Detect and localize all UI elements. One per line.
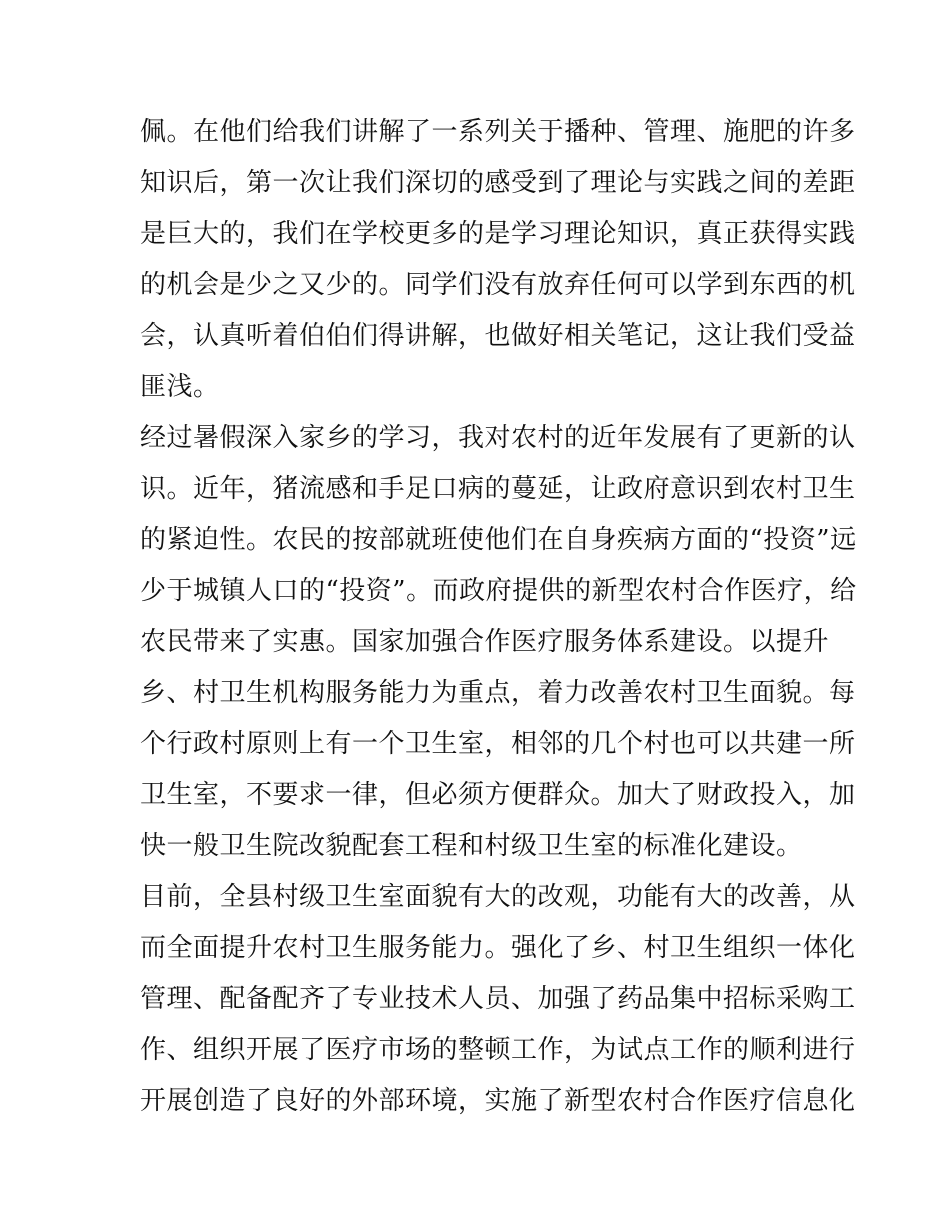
text-line: 乡、村卫生机构服务能力为重点，着力改善农村卫生面貌。每 — [140, 678, 856, 708]
text-line: 匪浅。 — [140, 372, 220, 402]
text-line: 的机会是少之又少的。同学们没有放弃任何可以学到东西的机 — [140, 270, 856, 300]
text-line: 经过暑假深入家乡的学习，我对农村的近年发展有了更新的认 — [140, 423, 856, 453]
text-line: 会，认真听着伯伯们得讲解，也做好相关笔记，这让我们受益 — [140, 321, 856, 351]
text-line: 而全面提升农村卫生服务能力。强化了乡、村卫生组织一体化 — [140, 933, 856, 963]
body-text — [140, 107, 857, 1127]
text-line: 是巨大的，我们在学校更多的是学习理论知识，真正获得实践 — [140, 219, 856, 249]
text-line: 目前，全县村级卫生室面貌有大的改观，功能有大的改善，从 — [140, 882, 856, 912]
text-line: 管理、配备配齐了专业技术人员、加强了药品集中招标采购工 — [140, 984, 856, 1014]
text-line: 快一般卫生院改貌配套工程和村级卫生室的标准化建设。 — [140, 831, 803, 861]
text-line: 卫生室，不要求一律，但必须方便群众。加大了财政投入，加 — [140, 780, 856, 810]
text-line: 知识后，第一次让我们深切的感受到了理论与实践之间的差距 — [140, 168, 856, 198]
text-line: 佩。在他们给我们讲解了一系列关于播种、管理、施肥的许多 — [140, 117, 856, 147]
text-line: 作、组织开展了医疗市场的整顿工作，为试点工作的顺利进行 — [140, 1035, 856, 1065]
text-line: 农民带来了实惠。国家加强合作医疗服务体系建设。以提升 — [140, 627, 830, 657]
text-line: 的紧迫性。农民的按部就班使他们在自身疾病方面的“投资”远 — [140, 525, 857, 555]
text-line: 识。近年，猪流感和手足口病的蔓延，让政府意识到农村卫生 — [140, 474, 856, 504]
text-line: 开展创造了良好的外部环境，实施了新型农村合作医疗信息化 — [140, 1086, 856, 1116]
text-line: 个行政村原则上有一个卫生室，相邻的几个村也可以共建一所 — [140, 729, 856, 759]
text-line: 少于城镇人口的“投资”。而政府提供的新型农村合作医疗，给 — [140, 576, 857, 606]
